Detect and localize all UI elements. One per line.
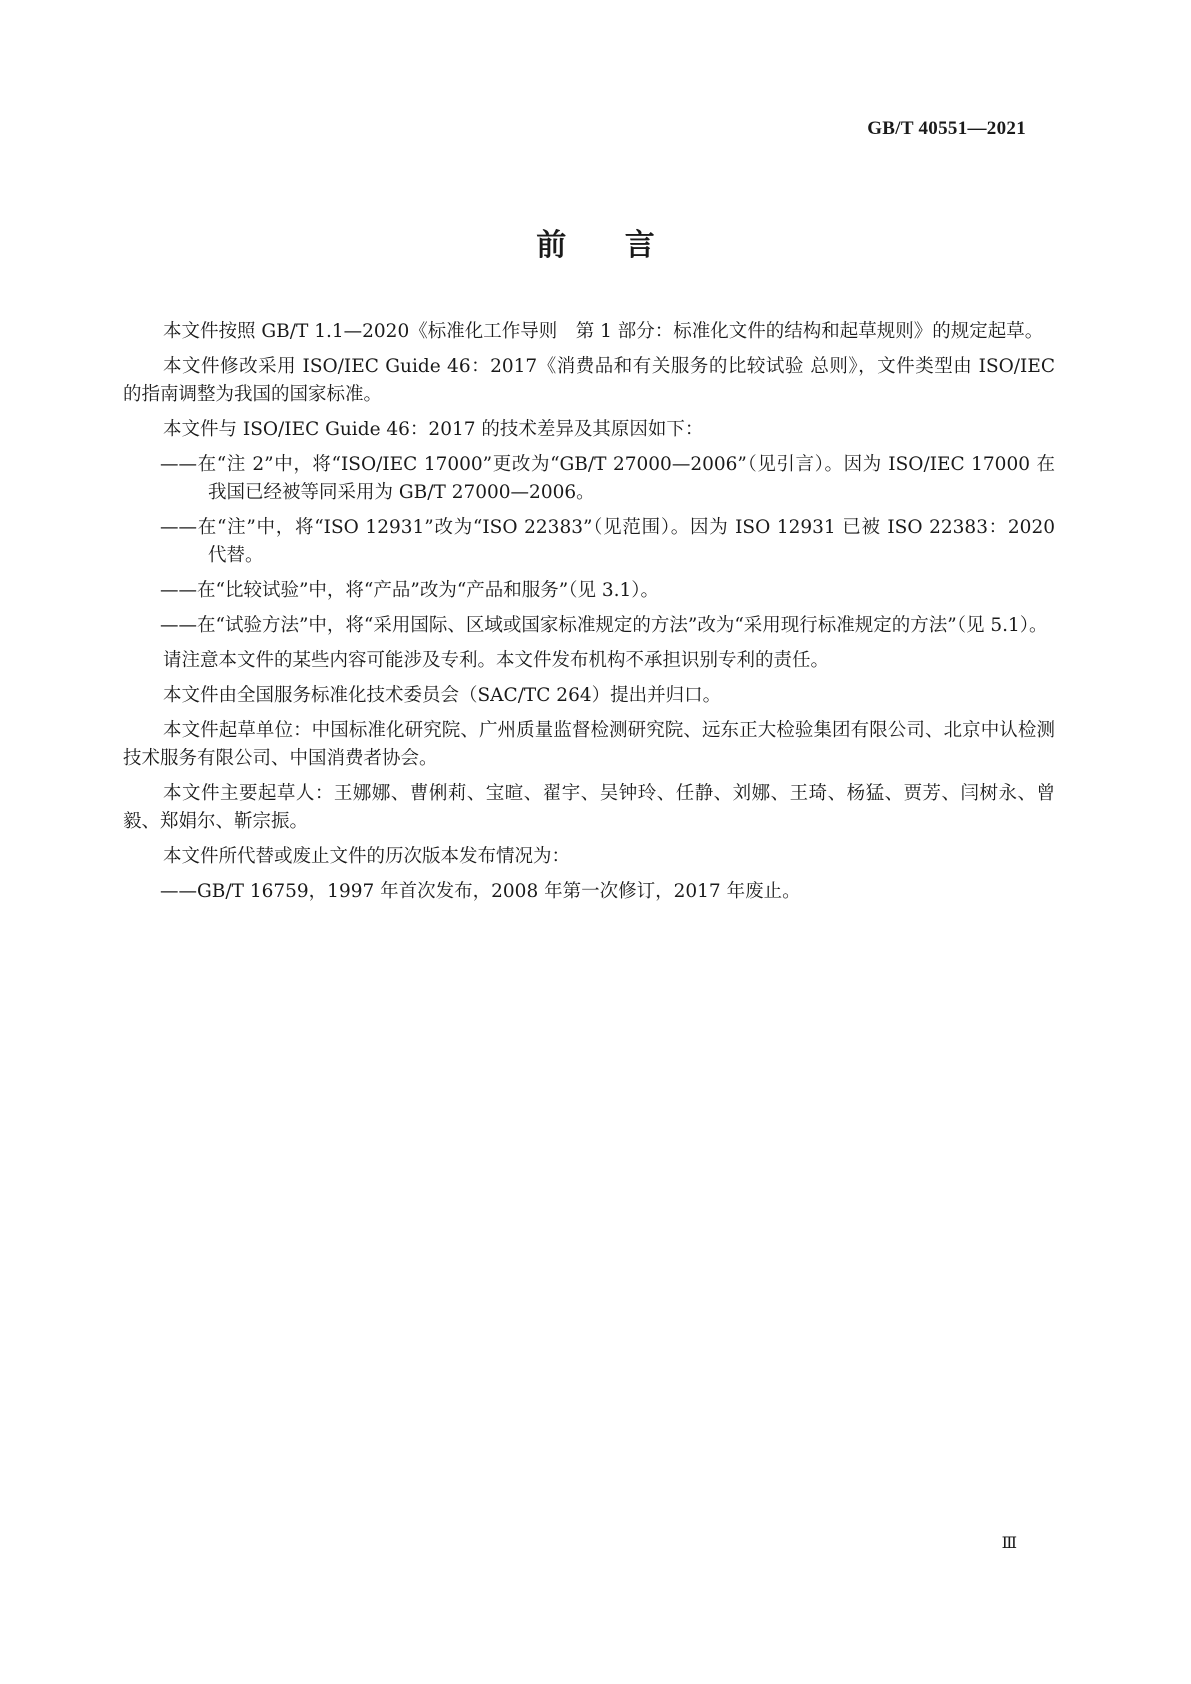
paragraph-history-intro: 本文件所代替或废止文件的历次版本发布情况为： [163, 846, 571, 867]
list-item-difference: ——在“比较试验”中，将“产品”改为“产品和服务”（见 3.1）。 [160, 580, 660, 601]
list-item-difference: ——在“试验方法”中，将“采用国际、区域或国家标准规定的方法”改为“采用现行标准规定的方法”（见 5.1）。 [160, 615, 1048, 636]
page-number: Ⅲ [1001, 1535, 1017, 1552]
paragraph-drafting-basis: 本文件按照 GB/T 1.1—2020《标准化工作导则 第 1 部分：标准化文件的结构和起草规则》的规定起草。 [163, 321, 1044, 342]
paragraph-proposer: 本文件由全国服务标准化技术委员会（SAC/TC 264）提出并归口。 [163, 685, 722, 706]
paragraph-patent-notice: 请注意本文件的某些内容可能涉及专利。本文件发布机构不承担识别专利的责任。 [163, 650, 830, 671]
list-item-difference: ——在“注”中，将“ISO 12931”改为“ISO 22383”（见范围）。因为 ISO 12931 已被 ISO 22383：2020 代替。 [160, 517, 1055, 566]
paragraph-differences-intro: 本文件与 ISO/IEC Guide 46：2017 的技术差异及其原因如下： [163, 419, 704, 440]
page-title: 前 言 [536, 228, 655, 263]
list-item-history: ——GB/T 16759，1997 年首次发布，2008 年第一次修订，2017 年废止。 [160, 881, 801, 902]
paragraph-drafters: 本文件主要起草人：王娜娜、曹俐莉、宝暄、翟宇、吴钟玲、任静、刘娜、王琦、杨猛、贾芳、闫树永、曾毅、郑娟尔、靳宗振。 [123, 783, 1055, 832]
foreword-body [123, 318, 1055, 913]
paragraph-drafting-units: 本文件起草单位：中国标准化研究院、广州质量监督检测研究院、远东正大检验集团有限公司、北京中认检测技术服务有限公司、中国消费者协会。 [123, 720, 1055, 769]
list-item-difference: ——在“注 2”中，将“ISO/IEC 17000”更改为“GB/T 27000—2006”（见引言）。因为 ISO/IEC 17000 在我国已经被等同采用为 GB/T 27000—2006。 [160, 454, 1055, 503]
standard-code: GB/T 40551—2021 [867, 118, 1026, 139]
paragraph-adoption: 本文件修改采用 ISO/IEC Guide 46：2017《消费品和有关服务的比较试验 总则》，文件类型由 ISO/IEC 的指南调整为我国的国家标准。 [123, 356, 1055, 405]
